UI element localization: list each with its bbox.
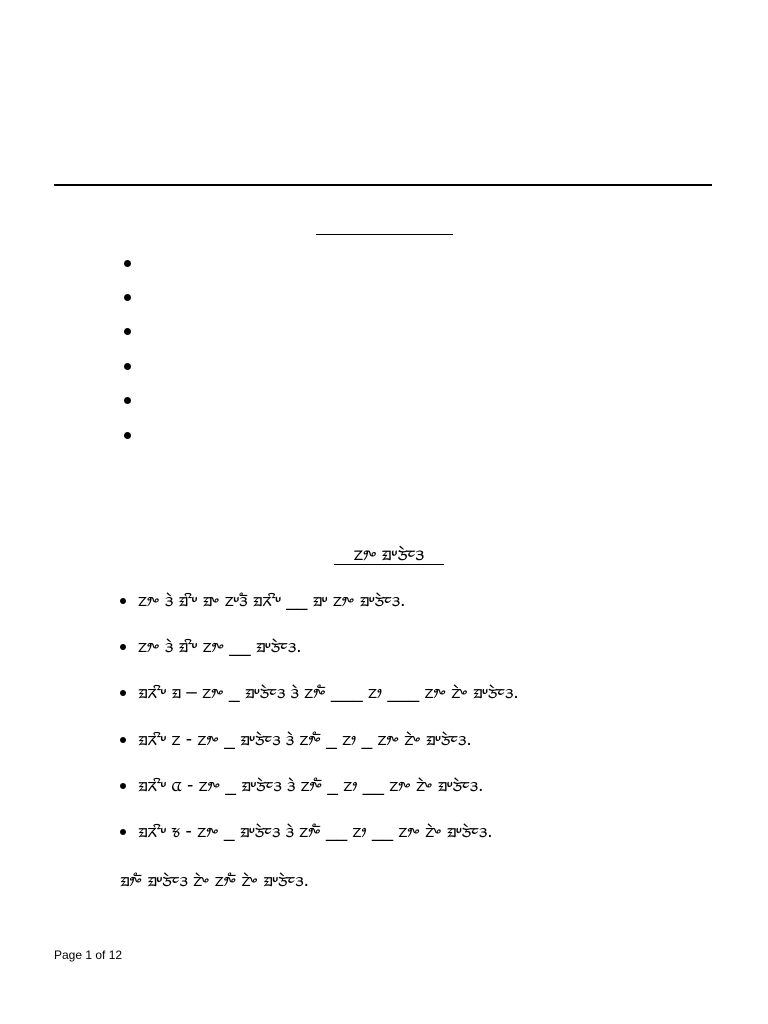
empty-bullet [124, 294, 131, 301]
list-item-text: ᤁᤣᤴ ᤋᤧ ᤀᤡᤸ ᤀᤴ ᤁᤸᤋᤠ ᤀᤖᤡᤸ __ ᤀᤸ ᤁᤣᤴ ᤀᤸᤍᤧᤰᤋ. [138, 590, 406, 611]
section-heading: ᤁᤣᤴ ᤀᤸᤍᤧᤰᤋ [334, 544, 444, 565]
list-item [120, 636, 302, 658]
list-item [120, 590, 405, 612]
empty-bullet [124, 260, 131, 267]
page-number-footer: Page 1 of 12 [54, 948, 123, 962]
list-item-text: ᤀᤖᤡᤸ ᤃ - ᤁᤣᤴ _ ᤀᤸᤍᤧᤰᤋ ᤋᤧ ᤁᤣᤴᤠ __ ᤁᤣ __ ᤁᤣᤴ ᤁᤧᤴ ᤀᤸᤍᤧᤰᤋ. [138, 821, 493, 842]
list-item-text: ᤀᤖᤡᤸ ᤂ - ᤁᤣᤴ _ ᤀᤸᤍᤧᤰᤋ ᤋᤧ ᤁᤣᤴᤠ _ ᤁᤣ __ ᤁᤣᤴ ᤁᤧᤴ ᤀᤸᤍᤧᤰᤋ. [138, 775, 484, 796]
bullet-dot [120, 737, 126, 743]
bullet-dot [120, 598, 126, 604]
bullet-dot [120, 829, 126, 835]
closing-line: ᤀᤣᤴᤠ ᤀᤸᤍᤧᤰᤋ ᤁᤧᤴ ᤁᤣᤴᤠ ᤁᤧᤴ ᤀᤸᤍᤧᤰᤋ. [120, 870, 309, 891]
list-item-text: ᤀᤖᤡᤸ ᤀ – ᤁᤣᤴ _ ᤀᤸᤍᤧᤰᤋ ᤋᤧ ᤁᤣᤴᤠ ___ ᤁᤣ ___ ᤁᤣᤴ ᤁᤧᤴ ᤀᤸᤍᤧᤰᤋ. [138, 682, 519, 703]
bullet-dot [120, 690, 126, 696]
empty-bullet [124, 363, 131, 370]
top-horizontal-rule [54, 184, 712, 186]
list-item-text: ᤁᤣᤴ ᤋᤧ ᤀᤡᤸ ᤁᤣᤴ __ ᤀᤸᤍᤧᤰᤋ. [138, 636, 302, 657]
empty-bullet [124, 432, 131, 439]
bullet-dot [120, 644, 126, 650]
empty-bullet [124, 328, 131, 335]
list-item [120, 775, 483, 797]
list-item [120, 729, 472, 751]
bullet-dot [120, 783, 126, 789]
blank-heading-underline [316, 234, 453, 235]
empty-bullet [124, 397, 131, 404]
list-item-text: ᤀᤖᤡᤸ ᤁ - ᤁᤣᤴ _ ᤀᤸᤍᤧᤰᤋ ᤋᤧ ᤁᤣᤴᤠ _ ᤁᤣ _ ᤁᤣᤴ ᤁᤧᤴ ᤀᤸᤍᤧᤰᤋ. [138, 729, 472, 750]
list-item [120, 682, 519, 704]
list-item [120, 821, 493, 843]
